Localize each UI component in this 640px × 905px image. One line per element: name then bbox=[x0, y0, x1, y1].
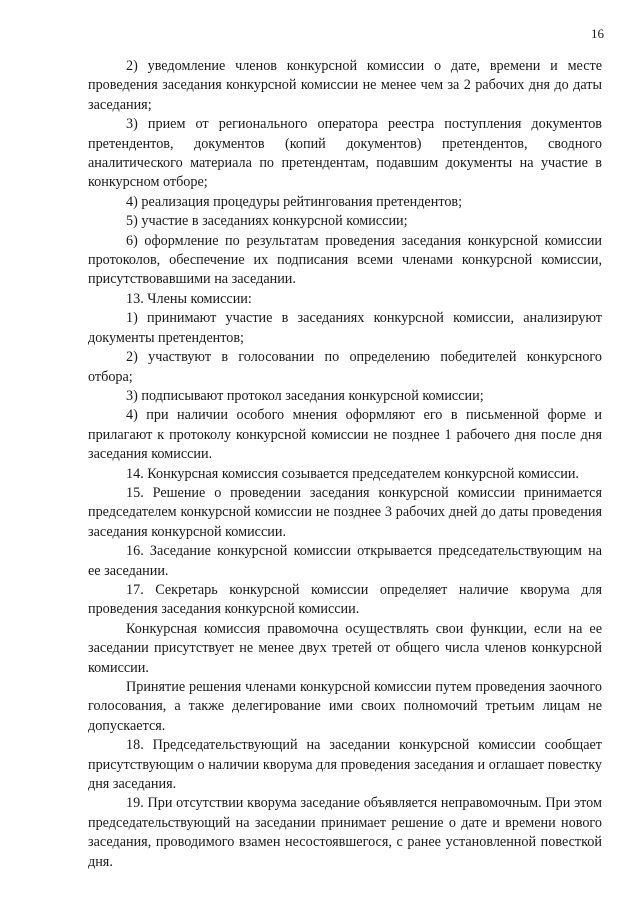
paragraph: 3) подписывают протокол заседания конкурсной комиссии; bbox=[126, 387, 484, 404]
paragraph: 2) участвуют в голосовании по определению победителей конкурсного отбора; bbox=[88, 349, 602, 385]
paragraph: 18. Председательствующий на заседании конкурсной комиссии сообщает присутствующим о наличии кворума для проведения заседания и оглашает повестку дня заседания. bbox=[88, 737, 602, 793]
document-body bbox=[88, 57, 602, 872]
paragraph: 4) реализация процедуры рейтингования претендентов; bbox=[126, 193, 463, 210]
paragraph: 1) принимают участие в заседаниях конкурсной комиссии, анализируют документы претендентов; bbox=[88, 310, 602, 346]
paragraph: Принятие решения членами конкурсной комиссии путем проведения заочного голосования, а также делегирование ими своих полномочий третьим лицам не допускается. bbox=[88, 679, 602, 734]
paragraph: 3) прием от регионального оператора реестра поступления документов претендентов, документов (копий документов) претендентов, сводного аналитического материала по претендентам, подавшим документы на участие в конкурсном отборе; bbox=[88, 116, 602, 191]
paragraph: 2) уведомление членов конкурсной комиссии о дате, времени и месте проведения заседания конкурсной комиссии не менее чем за 2 рабочих дня до даты заседания; bbox=[88, 58, 602, 113]
paragraph: 5) участие в заседаниях конкурсной комиссии; bbox=[126, 213, 408, 230]
paragraph: 15. Решение о проведении заседания конкурсной комиссии принимается председателем конкурсной комиссии не позднее 3 рабочих дней до даты проведения заседания конкурсной комиссии. bbox=[88, 484, 602, 540]
paragraph: 4) при наличии особого мнения оформляют его в письменной форме и прилагают к протоколу конкурсной комиссии не позднее 1 рабочего дня после дня заседания комиссии. bbox=[88, 407, 602, 463]
paragraph: 6) оформление по результатам проведения заседания конкурсной комиссии протоколов, обеспечение их подписания всеми членами конкурсной комиссии, присутствовавшими на заседании. bbox=[88, 232, 602, 288]
paragraph: 17. Секретарь конкурсной комиссии определяет наличие кворума для проведения заседания конкурсной комиссии. bbox=[88, 581, 602, 618]
section-heading: 13. Члены комиссии: bbox=[126, 290, 252, 307]
paragraph: 14. Конкурсная комиссия созывается председателем конкурсной комиссии. bbox=[126, 465, 579, 482]
paragraph: 16. Заседание конкурсной комиссии открывается председательствующим на ее заседании. bbox=[88, 543, 602, 579]
page-number: 16 bbox=[591, 26, 604, 41]
paragraph: 19. При отсутствии кворума заседание объявляется неправомочным. При этом председательствующий на заседании принимает решение о дате и времени нового заседания, проводимого взамен несостоявшегося, с ранее установленной повесткой дня. bbox=[88, 795, 602, 870]
paragraph: Конкурсная комиссия правомочна осуществлять свои функции, если на ее заседании присутствует не менее двух третей от общего числа членов конкурсной комиссии. bbox=[88, 620, 602, 676]
